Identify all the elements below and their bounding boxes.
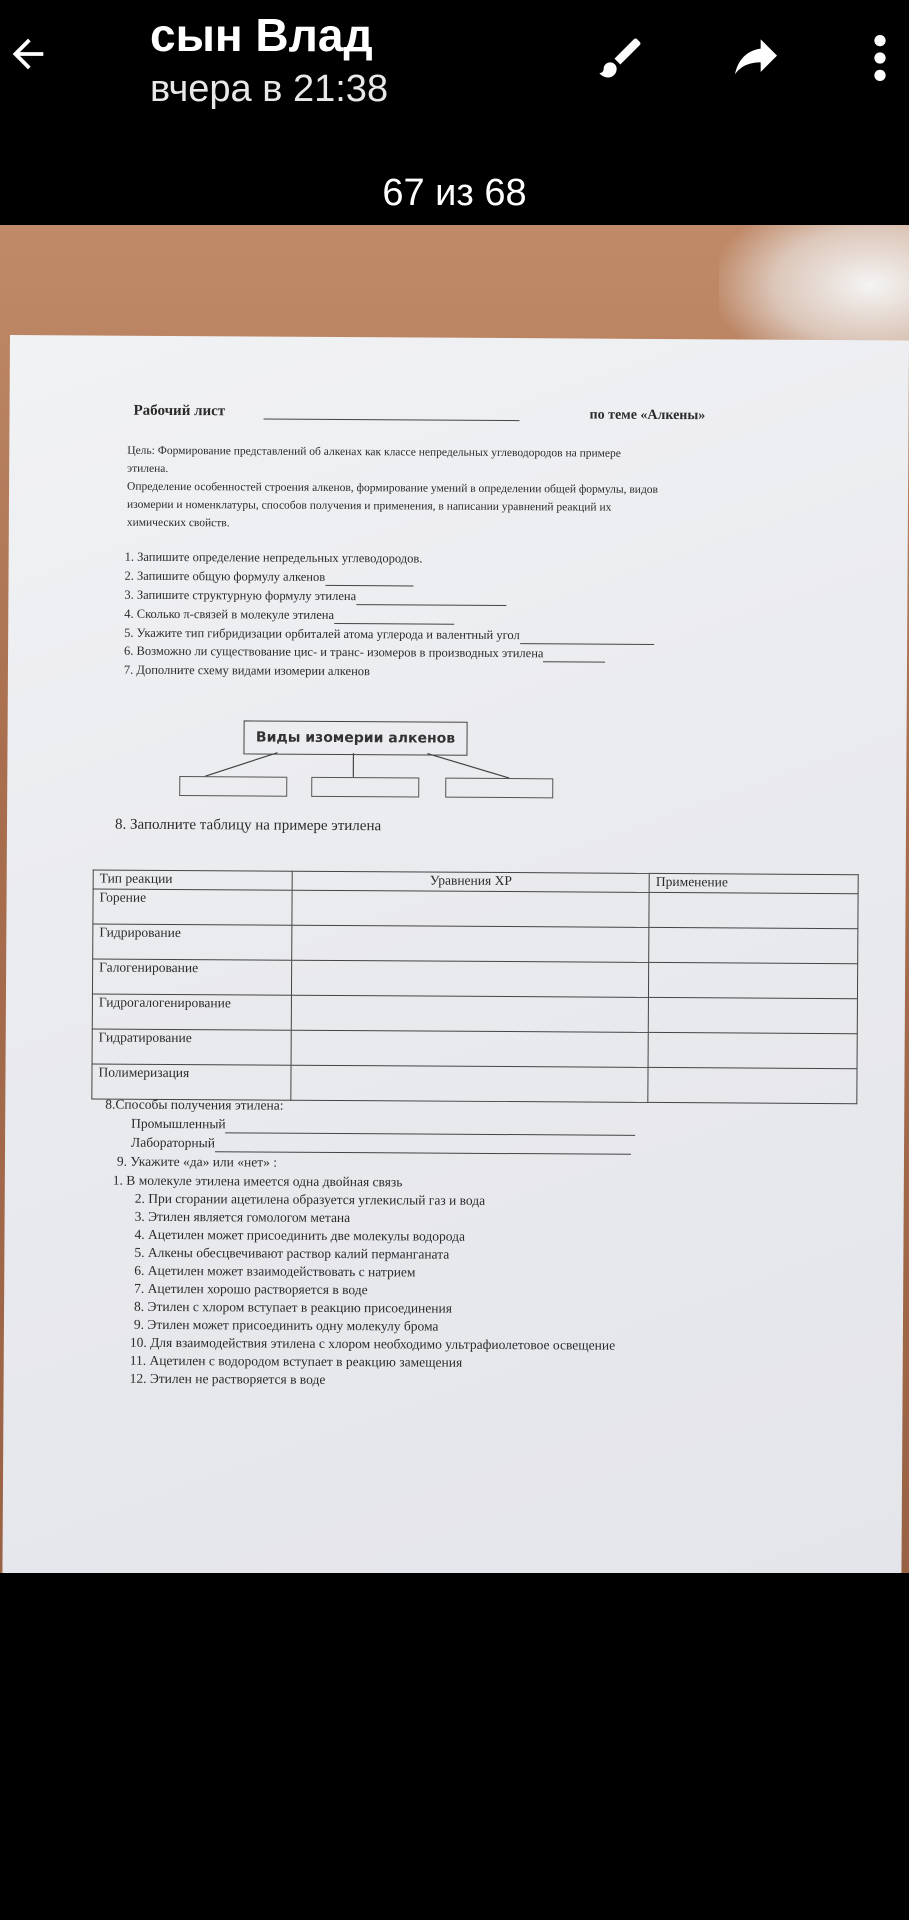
sheet-title-left: Рабочий лист	[133, 402, 226, 420]
goal-line: Цель: Формирование представлений об алкенах как классе непредельных углеводородов на примере	[127, 444, 621, 460]
table-cell	[291, 995, 648, 1032]
sheet-title-right: по теме «Алкены»	[589, 407, 706, 424]
table-cell	[291, 1065, 648, 1102]
statement-item: 4. Ацетилен может присоединить две молекулы водорода	[134, 1226, 466, 1244]
scheme-blank-box	[179, 776, 287, 797]
scheme-blank-box	[445, 778, 553, 799]
table-header: Применение	[649, 873, 858, 893]
task-item: 4. Сколько π-связей в молекуле этилена	[124, 605, 454, 625]
goal-line: изомерии и номенклатуры, способов получения и применения, в написании уравнений реакций их	[126, 498, 612, 514]
statement-item: 1. В молекуле этилена имеется одна двойная связь	[112, 1172, 403, 1190]
statement-item: 6. Ацетилен может взаимодействовать с натрием	[134, 1262, 416, 1280]
table-cell	[292, 960, 649, 997]
statement-item: 2. При сгорании ацетилена образуется углекислый газ и вода	[134, 1190, 486, 1208]
forward-icon	[728, 30, 784, 86]
statement-item: 10. Для взаимодействия этилена с хлором необходимо ультрафиолетовое освещение	[129, 1334, 616, 1353]
goal-line: химических свойств.	[126, 516, 230, 530]
brush-icon	[595, 32, 647, 84]
statement-item: 11. Ацетилен с водородом вступает в реакцию замещения	[129, 1352, 463, 1370]
viewer-background	[0, 1573, 909, 1920]
statement-item: 5. Алкены обесцвечивают раствор калий перманганата	[134, 1244, 450, 1262]
task-item: 2. Запишите общую формулу алкенов	[124, 567, 413, 587]
task-item: 7. Дополните схему видами изомерии алкенов	[123, 662, 371, 679]
table-row	[93, 889, 858, 929]
table-row	[92, 994, 857, 1034]
name-blank	[263, 403, 519, 422]
edit-button[interactable]	[585, 22, 657, 94]
table-header: Тип реакции	[93, 870, 292, 890]
statement-item: 3. Этилен является гомологом метана	[134, 1208, 351, 1226]
methods-title: 8.Способы получения этилена:	[105, 1096, 284, 1113]
table-row	[92, 959, 857, 999]
task-9: 9. Укажите «да» или «нет» :	[116, 1153, 278, 1170]
goal-line: этилена.	[127, 462, 169, 475]
task-item: 5. Укажите тип гибридизации орбиталей атома углерода и валентный угол	[124, 624, 654, 645]
table-row	[93, 924, 858, 964]
statement-item: 9. Этилен может присоединить одну молекулу брома	[133, 1316, 439, 1334]
task-item: 1. Запишите определение непредельных углеводородов.	[124, 549, 423, 566]
photo-viewer[interactable]	[0, 225, 909, 1573]
table-cell	[649, 962, 858, 998]
task-8: 8. Заполните таблицу на примере этилена	[114, 816, 382, 835]
chat-title: сын Влад	[150, 9, 373, 61]
statement-item: 12. Этилен не растворяется в воде	[129, 1370, 326, 1387]
worksheet-paper	[2, 335, 909, 1573]
table-cell	[291, 1030, 648, 1067]
more-vert-icon	[870, 32, 890, 84]
statement-item: 8. Этилен с хлором вступает в реакцию присоединения	[134, 1298, 452, 1316]
table-cell	[648, 1067, 857, 1103]
statement-item: 7. Ацетилен хорошо растворяется в воде	[134, 1280, 368, 1298]
table-cell: Горение	[93, 889, 292, 925]
back-button[interactable]	[0, 18, 56, 90]
method-line: Лабораторный	[131, 1134, 631, 1155]
task-item: 3. Запишите структурную формулу этилена	[124, 586, 506, 606]
table-header: Уравнения ХР	[292, 871, 649, 892]
table-cell	[649, 927, 858, 963]
table-cell: Гидратирование	[92, 1029, 291, 1065]
table-cell	[649, 892, 858, 928]
more-button[interactable]	[855, 22, 905, 94]
method-line: Промышленный	[131, 1115, 636, 1136]
share-button[interactable]	[720, 22, 792, 94]
arrow-left-icon	[5, 31, 51, 77]
table-cell: Полимеризация	[92, 1064, 291, 1100]
table-cell: Гидрогалогенирование	[92, 994, 291, 1030]
reactions-table	[91, 870, 858, 1105]
task-item: 6. Возможно ли существование цис- и транс- изомеров в производных этилена	[124, 642, 606, 663]
table-cell	[649, 997, 858, 1033]
table-cell: Гидрирование	[93, 924, 292, 960]
photo-counter: 67 из 68	[382, 172, 527, 214]
timestamp: вчера в 21:38	[150, 68, 389, 110]
goal-line: Определение особенностей строения алкенов, формирование умений в определении общей формулы, видов	[127, 480, 659, 496]
table-row	[92, 1029, 857, 1069]
table-cell	[292, 925, 649, 962]
scheme-blank-box	[311, 777, 419, 798]
table-cell: Галогенирование	[92, 959, 291, 995]
table-cell	[292, 890, 649, 927]
scheme-title: Виды изомерии алкенов	[243, 720, 467, 755]
table-cell	[648, 1032, 857, 1068]
